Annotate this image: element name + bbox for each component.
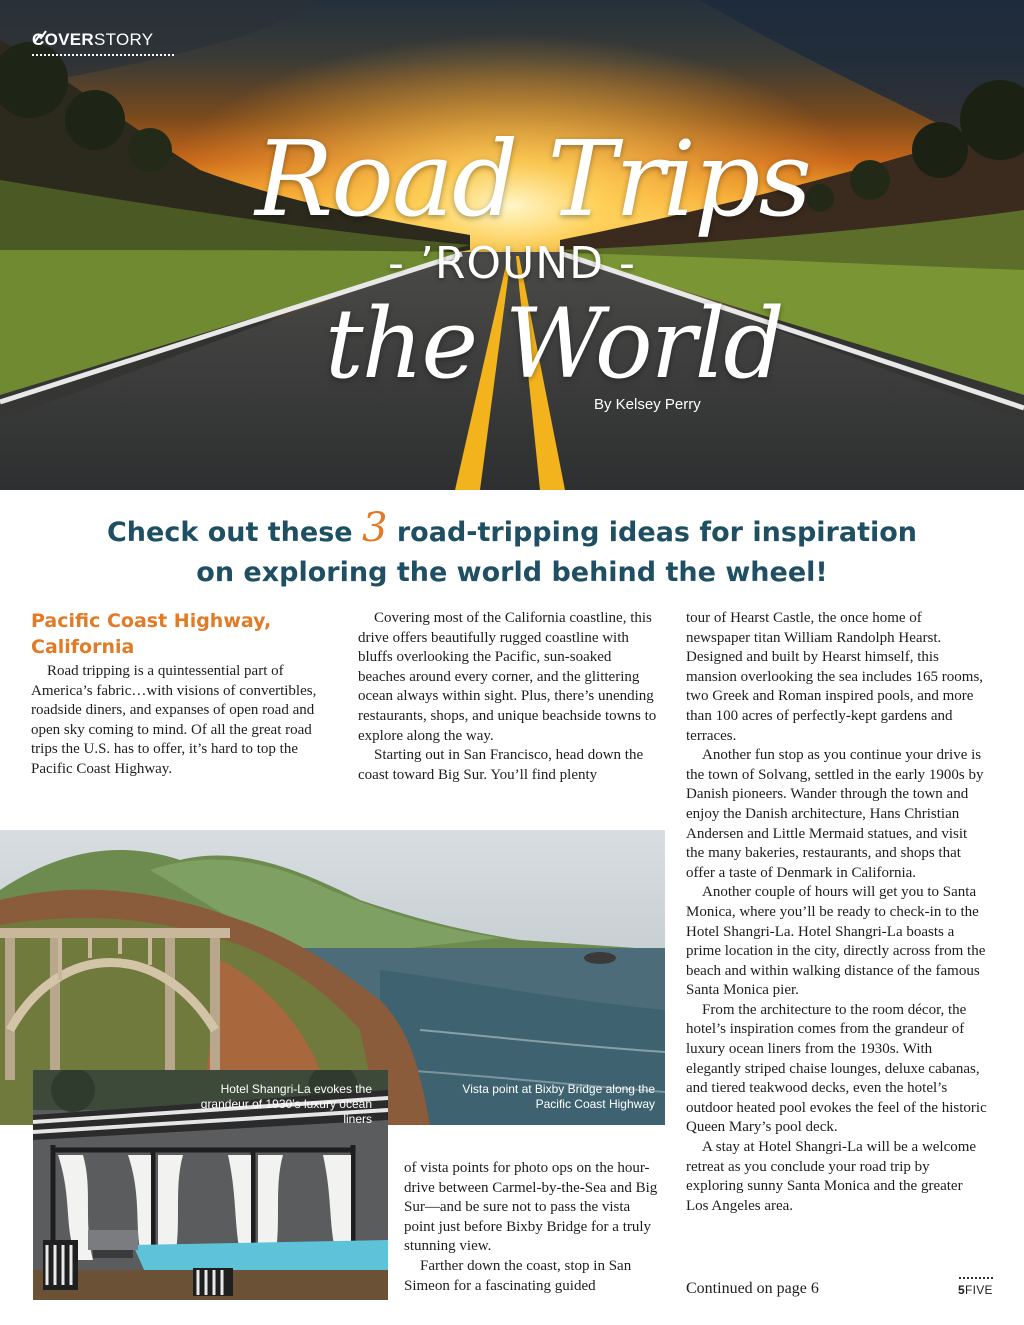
deck-number: 3 bbox=[362, 505, 388, 551]
paragraph: of vista points for photo ops on the hour-drive between Carmel-by-the-Sea and Big Sur—and be sure not to pass the vista point just before Bixby Bridge for a truly stunning view. bbox=[404, 1160, 658, 1255]
paragraph: Another couple of hours will get you to Santa Monica, where you’ll be ready to check-in to the Hotel Shangri-La. Hotel Shangri-La boasts a prime location in the city, directly across from the beach and within walking distance of the famous Santa Monica pier. bbox=[686, 884, 986, 999]
title-line-1: Road Trips bbox=[255, 118, 810, 240]
subhead-line-1: Pacific Coast Highway, bbox=[31, 610, 272, 632]
paragraph: Farther down the coast, stop in San Simeon for a fascinating guided bbox=[404, 1257, 632, 1294]
deck-line-1 bbox=[0, 505, 1024, 553]
hero-image bbox=[0, 0, 1024, 490]
paragraph: From the architecture to the room décor, the hotel’s inspiration comes from the grandeur of luxury ocean liners from the 1930s. With elegantly striped chaise lounges, deluxe cabanas, and tiered teakwood decks, even the hotel’s outdoor heated pool evokes the feel of the historic Queen Mary’s pool deck. bbox=[686, 1001, 987, 1136]
paragraph: Road tripping is a quintessential part of America’s fabric…with visions of convertibles, roadside diners, and expanses of open road and open sky coming to mind. Of all the great road trips the U.S. has to offer, it’s hard to top the Pacific Coast Highway. bbox=[31, 663, 317, 777]
page-number-digit: 5 bbox=[958, 1283, 965, 1297]
column-2-lower bbox=[404, 1159, 659, 1296]
deck-headline bbox=[0, 505, 1024, 593]
section-tag-light: STORY bbox=[93, 30, 154, 49]
section-tag-bold: COVER bbox=[32, 30, 94, 49]
folio-rule bbox=[959, 1277, 993, 1279]
section-subhead bbox=[31, 608, 331, 660]
hotel-caption: Hotel Shangri-La evokes the grandeur of 1930’s luxury ocean liners bbox=[200, 1082, 372, 1126]
cover-title bbox=[0, 0, 1024, 490]
paragraph: Covering most of the California coastline, this drive offers beautifully rugged coastline with bluffs overlooking the Pacific, sun-soaked beaches around every corner, and the glittering ocean always within sight. Plus, there’s unending restaurants, shops, and unique beachside towns to explore along the way. bbox=[358, 610, 657, 744]
continued-note: Continued on page 6 bbox=[686, 1280, 819, 1297]
paragraph: A stay at Hotel Shangri-La will be a welcome retreat as you conclude your road trip by exploring sunny Santa Monica and the greater Los Angeles area. bbox=[686, 1139, 977, 1214]
bixby-caption: Vista point at Bixby Bridge along the Pacific Coast Highway bbox=[462, 1082, 655, 1111]
byline: By Kelsey Perry bbox=[594, 396, 701, 413]
column-1 bbox=[31, 662, 331, 780]
column-3 bbox=[686, 609, 988, 1216]
paragraph: Another fun stop as you continue your drive is the town of Solvang, settled in the early 1900s by Danish pioneers. Wander through the town and enjoy the Danish architecture, Hans Christian Andersen and Little Mermaid statues, and visit the many bakeries, restaurants, and shops that offer a taste of Denmark in California. bbox=[686, 747, 984, 881]
page-number bbox=[958, 1283, 993, 1297]
page-number-word: FIVE bbox=[964, 1283, 993, 1297]
paragraph: tour of Hearst Castle, the once home of newspaper titan William Randolph Hearst. Designed and built by Hearst himself, this mansion overlooking the sea includes 165 rooms, two Greek and Roman inspired pools, and more than 100 acres of perfectly-kept gardens and terraces. bbox=[686, 610, 984, 744]
subhead-line-2: California bbox=[31, 636, 135, 658]
deck-part-1: Check out these bbox=[106, 517, 362, 548]
title-line-3: the World bbox=[325, 288, 783, 400]
deck-part-2: road-tripping ideas for inspiration bbox=[387, 517, 917, 548]
paragraph: Starting out in San Francisco, head down the coast toward Big Sur. You’ll find plenty bbox=[358, 747, 644, 783]
column-2-upper bbox=[358, 609, 660, 785]
title-line-2: - ’ROUND - bbox=[388, 238, 636, 289]
deck-line-2: on exploring the world behind the wheel! bbox=[196, 557, 828, 588]
